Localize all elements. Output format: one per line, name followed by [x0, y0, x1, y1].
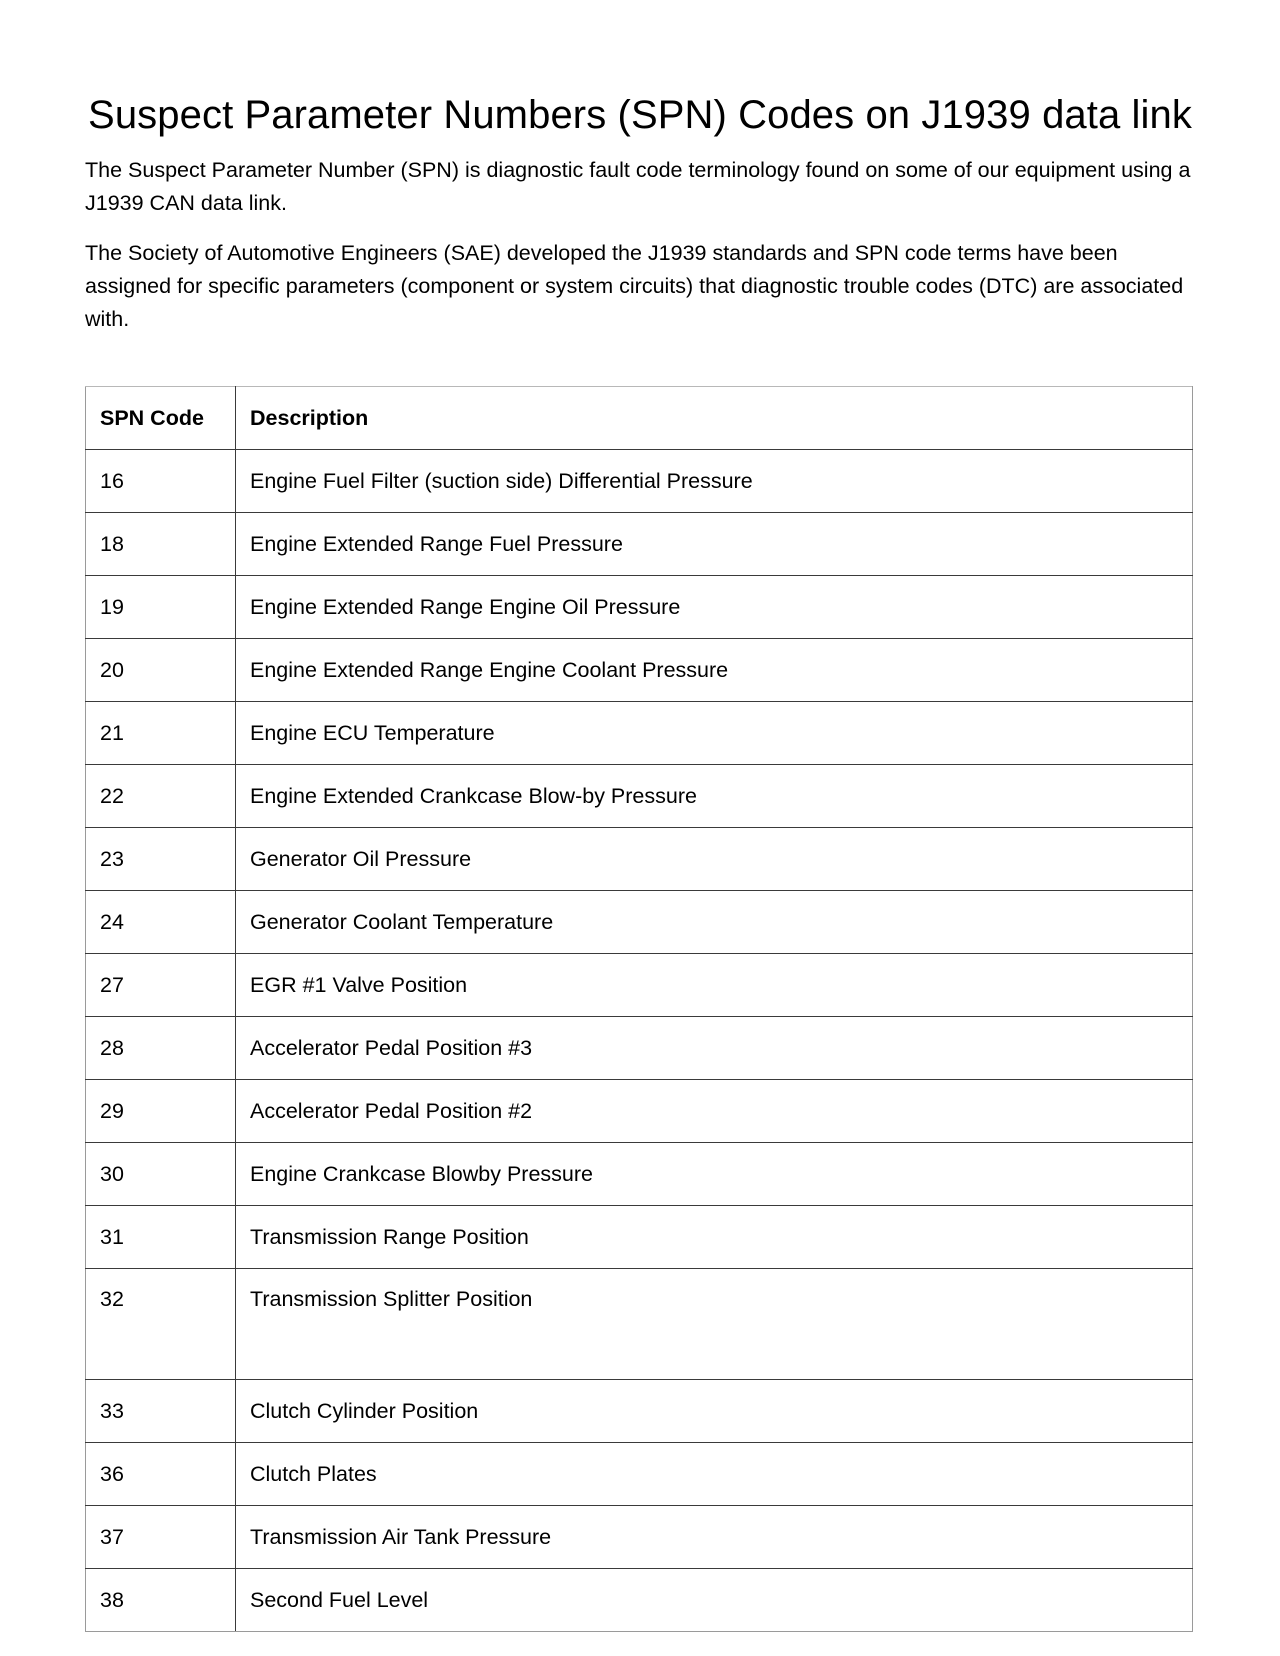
spn-code-cell: 38	[86, 1569, 236, 1632]
spn-code-cell: 23	[86, 828, 236, 891]
description-cell: Second Fuel Level	[236, 1569, 1193, 1632]
spn-code-cell: 21	[86, 702, 236, 765]
spn-code-cell: 20	[86, 639, 236, 702]
description-cell: Engine Crankcase Blowby Pressure	[236, 1143, 1193, 1206]
intro-paragraph-spn: The Suspect Parameter Number (SPN) is diagnostic fault code terminology found on some of our equipment using a J1939 CAN data link.	[85, 158, 1191, 215]
description-cell: Generator Oil Pressure	[236, 828, 1193, 891]
spn-code-cell: 18	[86, 513, 236, 576]
table-row	[86, 450, 1193, 513]
description-cell: Engine Fuel Filter (suction side) Differential Pressure	[236, 450, 1193, 513]
description-cell: Transmission Air Tank Pressure	[236, 1506, 1193, 1569]
spn-code-cell: 32	[86, 1269, 236, 1380]
spn-code-cell: 16	[86, 450, 236, 513]
table-row	[86, 1443, 1193, 1506]
spn-code-cell: 33	[86, 1380, 236, 1443]
spn-code-cell: 36	[86, 1443, 236, 1506]
table-row	[86, 1506, 1193, 1569]
description-cell: EGR #1 Valve Position	[236, 954, 1193, 1017]
spn-code-cell: 37	[86, 1506, 236, 1569]
spn-code-cell: 24	[86, 891, 236, 954]
table-row	[86, 1206, 1193, 1269]
table-row	[86, 1269, 1193, 1380]
column-header-spn-code: SPN Code	[86, 387, 236, 450]
table-header-row	[86, 387, 1193, 450]
description-cell: Engine ECU Temperature	[236, 702, 1193, 765]
spn-code-cell: 19	[86, 576, 236, 639]
description-cell: Generator Coolant Temperature	[236, 891, 1193, 954]
table-row	[86, 1569, 1193, 1632]
table-row	[86, 891, 1193, 954]
spn-code-cell: 29	[86, 1080, 236, 1143]
table-row	[86, 1080, 1193, 1143]
table-row	[86, 765, 1193, 828]
table-row	[86, 576, 1193, 639]
spn-code-cell: 27	[86, 954, 236, 1017]
intro-paragraph-sae: The Society of Automotive Engineers (SAE) developed the J1939 standards and SPN code terms have been assigned for specific parameters (component or system circuits) that diagnostic trouble codes (DTC) are associated with.	[85, 241, 1184, 331]
table-row	[86, 828, 1193, 891]
description-cell: Engine Extended Range Fuel Pressure	[236, 513, 1193, 576]
description-cell: Accelerator Pedal Position #2	[236, 1080, 1193, 1143]
description-cell: Engine Extended Range Engine Oil Pressure	[236, 576, 1193, 639]
description-cell: Engine Extended Crankcase Blow-by Pressure	[236, 765, 1193, 828]
spn-code-table	[85, 386, 1193, 1632]
description-cell: Transmission Range Position	[236, 1206, 1193, 1269]
description-cell: Transmission Splitter Position	[236, 1269, 1193, 1380]
spn-code-cell: 28	[86, 1017, 236, 1080]
description-cell: Clutch Cylinder Position	[236, 1380, 1193, 1443]
spn-code-cell: 31	[86, 1206, 236, 1269]
table-row	[86, 1143, 1193, 1206]
column-header-description: Description	[236, 387, 1193, 450]
description-cell: Clutch Plates	[236, 1443, 1193, 1506]
table-row	[86, 1380, 1193, 1443]
table-row	[86, 1017, 1193, 1080]
spn-code-cell: 22	[86, 765, 236, 828]
description-cell: Accelerator Pedal Position #3	[236, 1017, 1193, 1080]
spn-code-cell: 30	[86, 1143, 236, 1206]
description-cell: Engine Extended Range Engine Coolant Pressure	[236, 639, 1193, 702]
table-row	[86, 954, 1193, 1017]
table-row	[86, 513, 1193, 576]
table-row	[86, 639, 1193, 702]
table-row	[86, 702, 1193, 765]
page-title: Suspect Parameter Numbers (SPN) Codes on J1939 data link	[88, 93, 1192, 137]
